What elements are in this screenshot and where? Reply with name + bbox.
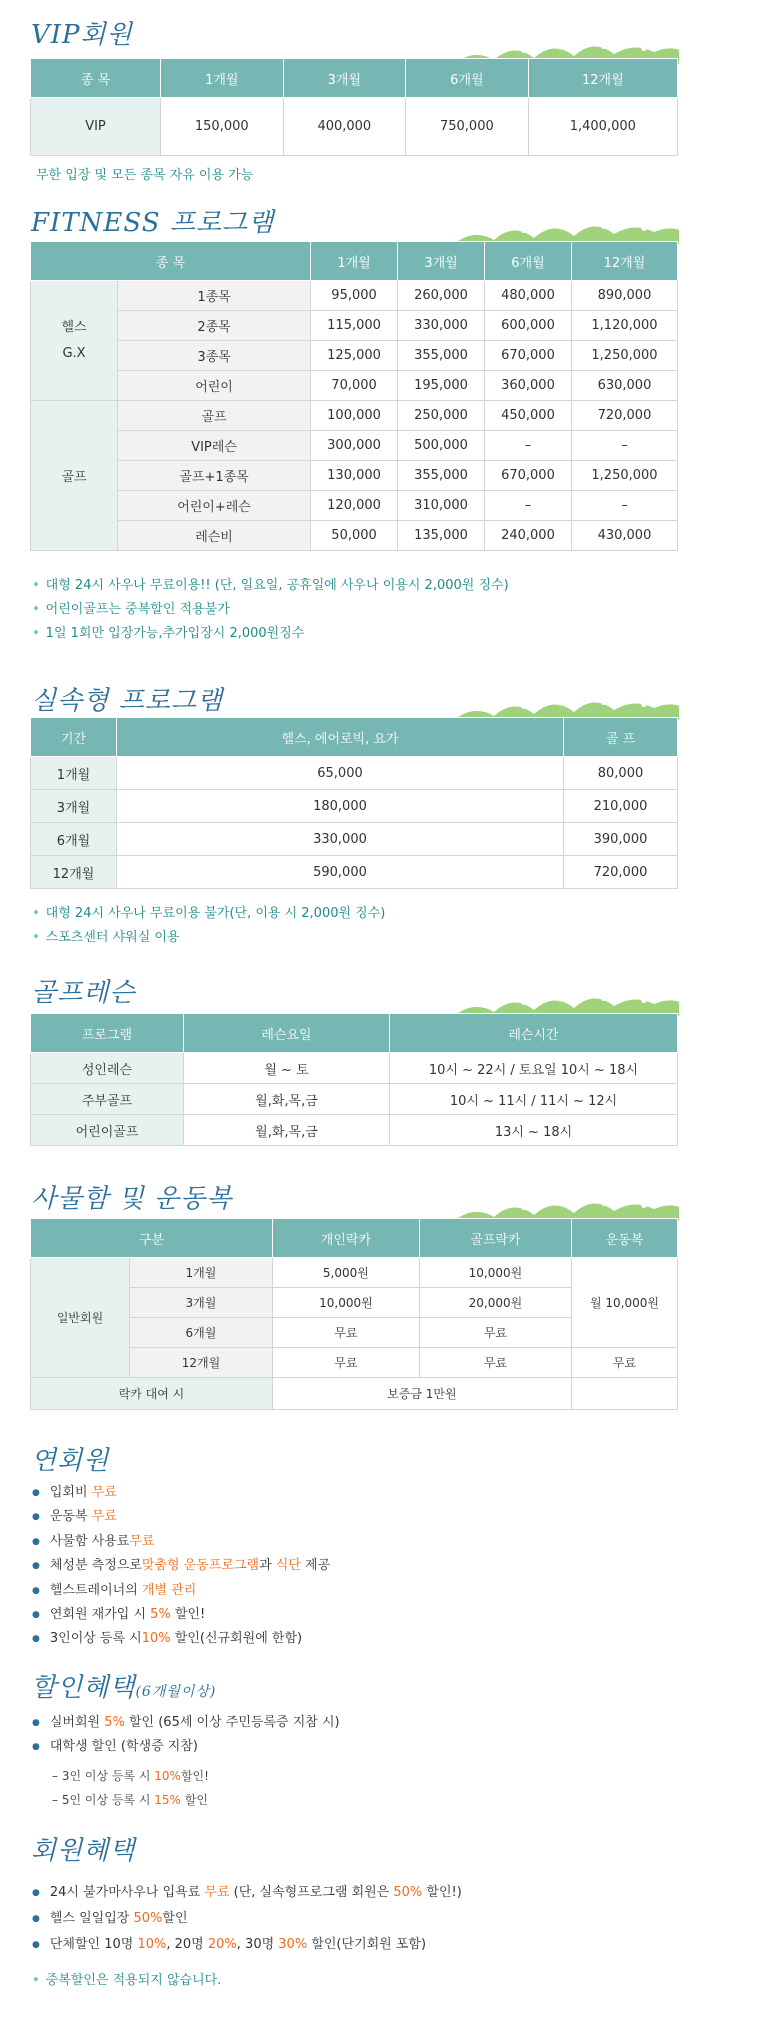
price-cell: 10,000원 [419,1258,571,1288]
period-cell: 1개월 [31,757,117,790]
note-item: • 스포츠센터 샤워실 이용 [32,926,385,950]
price-cell: 135,000 [398,521,485,551]
period-cell: 6개월 [31,823,117,856]
list-item: ● 운동복 무료 [32,1505,330,1529]
list-item: ● 입회비 무료 [32,1481,330,1505]
fitness-title: FITNESS 프로그램 [31,208,275,238]
vip-header-3m: 3개월 [283,59,406,98]
period-cell: 3개월 [31,790,117,823]
price-cell: – [571,491,677,521]
price-cell: 300,000 [311,431,398,461]
price-cell: 240,000 [485,521,572,551]
price-cell: 360,000 [485,371,572,401]
note-item: • 대형 24시 사우나 무료이용 불가(단, 이용 시 2,000원 징수) [32,902,385,926]
locker-header-personal: 개인락카 [272,1219,419,1258]
price-cell: 1,120,000 [571,311,677,341]
list-item: ● 대학생 할인 (학생증 지참) [32,1735,340,1759]
period-cell: 12개월 [31,856,117,889]
price-cell: 480,000 [485,281,572,311]
price-cell: 65,000 [117,757,564,790]
rent-label-cell: 락카 대여 시 [31,1378,273,1410]
time-cell: 13시 ~ 18시 [390,1115,678,1146]
vip-header-12m: 12개월 [528,59,677,98]
price-cell: – [485,431,572,461]
price-cell: 260,000 [398,281,485,311]
price-cell: 무료 [272,1348,419,1378]
days-cell: 월,화,목,금 [184,1115,390,1146]
vip-cell: 150,000 [161,98,284,156]
empty-cell [571,1378,677,1410]
practical-header-period: 기간 [31,718,117,757]
period-cell: 1개월 [130,1258,273,1288]
program-cell: 성인레슨 [31,1053,184,1084]
list-item: ● 헬스트레이너의 개별 관리 [32,1579,330,1603]
practical-header-golf: 골 프 [564,718,678,757]
vip-note: 무한 입장 및 모든 종목 자유 이용 가능 [36,168,254,183]
locker-header-type: 구분 [31,1219,273,1258]
row-label: 레슨비 [118,521,311,551]
vip-cell: 1,400,000 [528,98,677,156]
practical-notes [32,902,385,950]
vip-cell: 400,000 [283,98,406,156]
price-cell: 1,250,000 [571,341,677,371]
period-cell: 6개월 [130,1318,273,1348]
locker-table [30,1218,678,1410]
benefit-note [32,1969,221,1993]
price-cell: 80,000 [564,757,678,790]
fitness-header-12m: 12개월 [571,242,677,281]
locker-header-golf: 골프락카 [419,1219,571,1258]
sub-item: – 5인 이상 등록 시 15% 할인 [52,1793,208,1807]
price-cell: 670,000 [485,341,572,371]
member-type-cell: 일반회원 [31,1258,130,1378]
fitness-table [30,241,678,551]
price-cell: 180,000 [117,790,564,823]
price-cell: 125,000 [311,341,398,371]
golf-header-program: 프로그램 [31,1014,184,1053]
price-cell: 무료 [419,1348,571,1378]
price-cell: 250,000 [398,401,485,431]
price-cell: 720,000 [571,401,677,431]
period-cell: 12개월 [130,1348,273,1378]
annual-title: 연회원 [31,1446,110,1476]
price-cell: 20,000원 [419,1288,571,1318]
row-label: 3종목 [118,341,311,371]
price-cell: 70,000 [311,371,398,401]
time-cell: 10시 ~ 11시 / 11시 ~ 12시 [390,1084,678,1115]
fitness-notes [32,574,509,646]
uniform-price-cell: 월 10,000원 [571,1258,677,1348]
list-item: ● 단체할인 10명 10%, 20명 20%, 30명 30% 할인(단기회원 포함) [32,1932,462,1958]
vip-header-6m: 6개월 [406,59,529,98]
price-cell: 450,000 [485,401,572,431]
price-cell: 1,250,000 [571,461,677,491]
row-label: 1종목 [118,281,311,311]
price-cell: 115,000 [311,311,398,341]
vip-cell: 750,000 [406,98,529,156]
annual-list [32,1481,330,1652]
row-label: 2종목 [118,311,311,341]
deposit-cell: 보증금 1만원 [272,1378,571,1410]
price-cell: 630,000 [571,371,677,401]
price-cell: 355,000 [398,341,485,371]
practical-header-health: 헬스, 에어로빅, 요가 [117,718,564,757]
price-cell: 100,000 [311,401,398,431]
locker-header-uniform: 운동복 [571,1219,677,1258]
list-item: ● 체성분 측정으로맞춤형 운동프로그램과 식단 제공 [32,1554,330,1578]
list-item: ● 24시 불가마사우나 입욕료 무료 (단, 실속형프로그램 회원은 50% 할인!) [32,1880,462,1906]
note-item: • 1일 1회만 입장가능,추가입장시 2,000원징수 [32,622,509,646]
fitness-header-3m: 3개월 [398,242,485,281]
vip-table [30,58,678,156]
list-item: ● 3인이상 등록 시10% 할인(신규회원에 한함) [32,1627,330,1651]
price-cell: – [571,431,677,461]
discount-sub-list [52,1764,209,1812]
list-item: ● 연회원 재가입 시 5% 할인! [32,1603,330,1627]
price-cell: 590,000 [117,856,564,889]
row-label: 골프 [118,401,311,431]
group-health-gx: 헬스 G.X [31,281,118,401]
price-cell: 890,000 [571,281,677,311]
price-cell: 130,000 [311,461,398,491]
discount-title: 할인혜택(6개월이상) [31,1673,217,1703]
note-item: • 어린이골프는 중복할인 적용불가 [32,598,509,622]
practical-title: 실속형 프로그램 [31,686,224,716]
price-cell: 무료 [419,1318,571,1348]
practical-table [30,717,678,889]
price-cell: 355,000 [398,461,485,491]
golf-title: 골프레슨 [31,978,136,1008]
row-label: 어린이 [118,371,311,401]
days-cell: 월 ~ 토 [184,1053,390,1084]
list-item: ● 사물함 사용료무료 [32,1530,330,1554]
golf-header-time: 레슨시간 [390,1014,678,1053]
vip-header-item: 종 목 [31,59,161,98]
list-item: ● 헬스 일일입장 50%할인 [32,1906,462,1932]
price-cell: 330,000 [398,311,485,341]
vip-cell: VIP [31,98,161,156]
price-cell: 430,000 [571,521,677,551]
price-cell: 120,000 [311,491,398,521]
price-cell: 195,000 [398,371,485,401]
row-label: VIP레슨 [118,431,311,461]
price-cell: 330,000 [117,823,564,856]
golf-header-days: 레슨요일 [184,1014,390,1053]
benefit-title: 회원혜택 [31,1836,136,1866]
price-cell: 500,000 [398,431,485,461]
fitness-header-item: 종 목 [31,242,311,281]
list-item: ● 실버회원 5% 할인 (65세 이상 주민등록증 지참 시) [32,1711,340,1735]
note-item: • 대형 24시 사우나 무료이용!! (단, 일요일, 공휴일에 사우나 이용시 2,000원 징수) [32,574,509,598]
fitness-header-1m: 1개월 [311,242,398,281]
discount-title-sub: (6개월이상) [135,1684,217,1700]
row-label: 골프+1종목 [118,461,311,491]
vip-header-1m: 1개월 [161,59,284,98]
note-item: • 중복할인은 적용되지 않습니다. [32,1969,221,1993]
sub-item: – 3인 이상 등록 시 10%할인! [52,1769,209,1783]
locker-title: 사물함 및 운동복 [31,1184,233,1214]
price-cell: 310,000 [398,491,485,521]
time-cell: 10시 ~ 22시 / 토요일 10시 ~ 18시 [390,1053,678,1084]
price-cell: – [485,491,572,521]
price-cell: 600,000 [485,311,572,341]
vip-title: VIP회원 [31,20,133,50]
price-cell: 50,000 [311,521,398,551]
price-cell: 210,000 [564,790,678,823]
row-label: 어린이+레슨 [118,491,311,521]
group-golf: 골프 [31,401,118,551]
discount-list [32,1711,340,1760]
price-cell: 390,000 [564,823,678,856]
days-cell: 월,화,목,금 [184,1084,390,1115]
program-cell: 어린이골프 [31,1115,184,1146]
program-cell: 주부골프 [31,1084,184,1115]
price-cell: 720,000 [564,856,678,889]
benefit-list [32,1880,462,1958]
price-cell: 95,000 [311,281,398,311]
golf-table [30,1013,678,1146]
price-cell: 무료 [272,1318,419,1348]
uniform-free-cell: 무료 [571,1348,677,1378]
period-cell: 3개월 [130,1288,273,1318]
fitness-header-6m: 6개월 [485,242,572,281]
price-cell: 5,000원 [272,1258,419,1288]
price-cell: 10,000원 [272,1288,419,1318]
price-cell: 670,000 [485,461,572,491]
